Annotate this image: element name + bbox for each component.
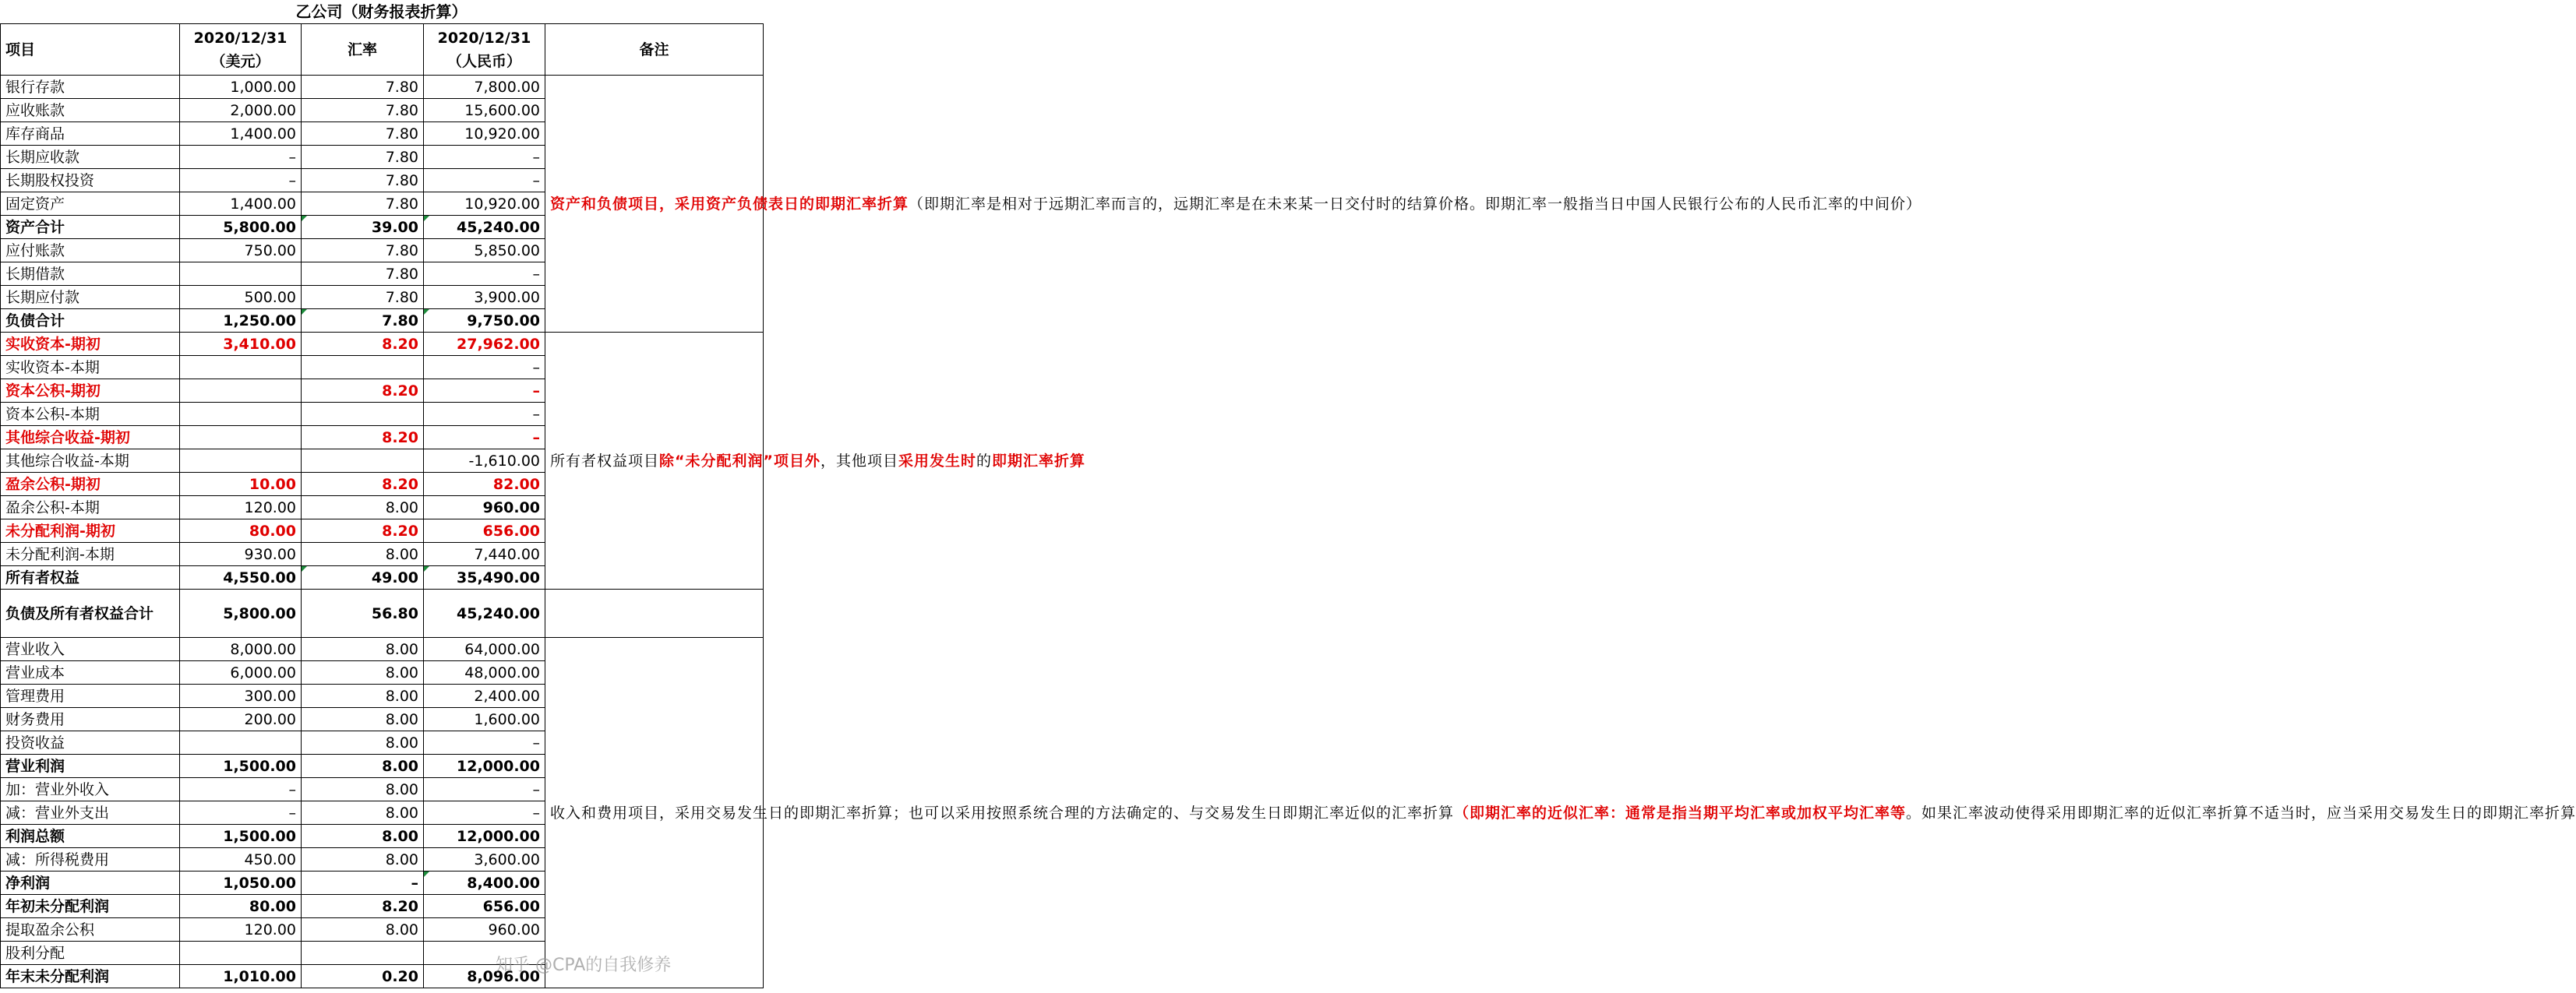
row-usd: 200.00	[180, 708, 302, 731]
row-usd: 1,500.00	[180, 755, 302, 778]
row-label: 其他综合收益-本期	[1, 449, 180, 473]
row-usd: 10.00	[180, 473, 302, 496]
row-usd	[180, 262, 302, 286]
row-label: 资本公积-期初	[1, 379, 180, 403]
row-label: 长期应收款	[1, 146, 180, 169]
note-equity-part: 即期汇率折算	[992, 452, 1086, 470]
row-rmb: 12,000.00	[424, 825, 545, 848]
row-usd: 1,010.00	[180, 965, 302, 988]
row-rate: 8.20	[302, 333, 424, 356]
row-usd: 1,250.00	[180, 309, 302, 333]
row-rate	[302, 356, 424, 379]
row-rmb: 656.00	[424, 895, 545, 918]
row-label: 营业成本	[1, 661, 180, 685]
row-usd: 80.00	[180, 519, 302, 543]
row-rmb: –	[424, 262, 545, 286]
row-label: 净利润	[1, 872, 180, 895]
row-usd: –	[180, 801, 302, 825]
row-label: 实收资本-本期	[1, 356, 180, 379]
row-rmb: 48,000.00	[424, 661, 545, 685]
header-usd-unit: （美元）	[210, 52, 270, 70]
row-usd	[180, 426, 302, 449]
row-rate: 7.80	[302, 309, 424, 333]
row-rmb: 45,240.00	[424, 590, 545, 638]
row-rmb: 15,600.00	[424, 99, 545, 122]
row-rate: 8.20	[302, 473, 424, 496]
row-label: 年初未分配利润	[1, 895, 180, 918]
row-label: 利润总额	[1, 825, 180, 848]
note-equity-part: 的	[976, 452, 993, 470]
row-usd: 120.00	[180, 496, 302, 519]
row-rmb: –	[424, 169, 545, 192]
translation-table	[0, 23, 2576, 988]
row-label: 长期股权投资	[1, 169, 180, 192]
row-label: 资产合计	[1, 216, 180, 239]
row-usd: 1,000.00	[180, 76, 302, 99]
row-label: 减：营业外支出	[1, 801, 180, 825]
row-label: 应收账款	[1, 99, 180, 122]
table-row	[1, 638, 764, 661]
row-rmb: –	[424, 146, 545, 169]
row-usd	[180, 942, 302, 965]
note-income-explain: 。如果汇率波动使得采用即期汇率的近似汇率折算不适当时，应当采用交易发生日的即期汇率折算	[1906, 804, 2576, 822]
note-assets-explain: （即期汇率是相对于远期汇率而言的，远期汇率是在未来某一日交付时的结算价格。即期汇率一般指当日中国人民银行公布的人民币汇率的中间价）	[909, 195, 1922, 213]
row-rate: 8.20	[302, 519, 424, 543]
row-rate: 8.00	[302, 543, 424, 566]
row-usd: 1,050.00	[180, 872, 302, 895]
row-rmb: 2,400.00	[424, 685, 545, 708]
note-equity-part: 采用发生时	[898, 452, 977, 470]
row-rmb: 9,750.00	[424, 309, 545, 333]
row-label: 减：所得税费用	[1, 848, 180, 872]
row-label: 年末未分配利润	[1, 965, 180, 988]
row-rate	[302, 942, 424, 965]
row-usd: 5,800.00	[180, 216, 302, 239]
row-rmb: –	[424, 801, 545, 825]
header-rmb	[424, 24, 545, 76]
row-rmb: 27,962.00	[424, 333, 545, 356]
note-equity-part: ，其他项目	[820, 452, 899, 470]
row-rmb: 960.00	[424, 918, 545, 942]
row-label: 营业利润	[1, 755, 180, 778]
row-rate: 8.00	[302, 496, 424, 519]
row-rate: 8.00	[302, 848, 424, 872]
row-rmb: –	[424, 778, 545, 801]
note-equity-part: 除“未分配利润”项目外	[659, 452, 820, 470]
header-usd-date: 2020/12/31	[193, 29, 288, 47]
row-label: 营业收入	[1, 638, 180, 661]
row-rate: 8.00	[302, 778, 424, 801]
row-label: 负债及所有者权益合计	[1, 590, 180, 638]
row-label: 库存商品	[1, 122, 180, 146]
row-rmb: 10,920.00	[424, 192, 545, 216]
row-usd: 500.00	[180, 286, 302, 309]
row-rate: 8.00	[302, 918, 424, 942]
row-rmb: –	[424, 403, 545, 426]
note-income-rule: 收入和费用项目，采用交易发生日的即期汇率折算；也可以采用按照系统合理的方法确定的、与交易发生日即期汇率近似的汇率折算	[550, 804, 1455, 822]
row-rate: 8.20	[302, 895, 424, 918]
row-rmb: 82.00	[424, 473, 545, 496]
row-label: 长期应付款	[1, 286, 180, 309]
row-rmb: 7,800.00	[424, 76, 545, 99]
row-usd: –	[180, 169, 302, 192]
row-rate: 39.00	[302, 216, 424, 239]
header-rate: 汇率	[302, 24, 424, 76]
row-usd: 8,000.00	[180, 638, 302, 661]
row-rmb: 45,240.00	[424, 216, 545, 239]
row-label: 财务费用	[1, 708, 180, 731]
row-usd: 1,400.00	[180, 122, 302, 146]
row-usd: 120.00	[180, 918, 302, 942]
row-rate: 8.20	[302, 426, 424, 449]
row-label: 负债合计	[1, 309, 180, 333]
row-rate: 7.80	[302, 286, 424, 309]
table-row	[1, 76, 764, 99]
row-label: 加：营业外收入	[1, 778, 180, 801]
row-usd	[180, 356, 302, 379]
row-rate: 8.00	[302, 638, 424, 661]
note-empty	[545, 590, 764, 638]
row-rate: 7.80	[302, 76, 424, 99]
row-rmb: 8,400.00	[424, 872, 545, 895]
note-assets-rule: 资产和负债项目，采用资产负债表日的即期汇率折算	[550, 195, 909, 213]
row-rate	[302, 403, 424, 426]
row-label: 投资收益	[1, 731, 180, 755]
row-rate: 8.00	[302, 825, 424, 848]
note-equity-part: 所有者权益项目	[550, 452, 660, 470]
row-rmb: 7,440.00	[424, 543, 545, 566]
row-rate: 7.80	[302, 192, 424, 216]
row-rmb: 12,000.00	[424, 755, 545, 778]
row-rate: 7.80	[302, 146, 424, 169]
row-usd	[180, 449, 302, 473]
row-rate: 8.00	[302, 685, 424, 708]
row-label: 提取盈余公积	[1, 918, 180, 942]
row-usd: –	[180, 146, 302, 169]
header-rmb-date: 2020/12/31	[437, 29, 531, 47]
row-rmb: 8,096.00	[424, 965, 545, 988]
row-rmb: 5,850.00	[424, 239, 545, 262]
row-rate: 8.00	[302, 661, 424, 685]
header-item: 项目	[1, 24, 180, 76]
row-label: 所有者权益	[1, 566, 180, 590]
row-rmb: 1,600.00	[424, 708, 545, 731]
row-rmb: –	[424, 356, 545, 379]
row-rmb: –	[424, 379, 545, 403]
row-usd	[180, 731, 302, 755]
row-rmb: –	[424, 731, 545, 755]
note-equity	[545, 333, 1086, 590]
row-rate	[302, 449, 424, 473]
header-rmb-unit: （人民币）	[446, 52, 521, 70]
row-rmb: 35,490.00	[424, 566, 545, 590]
row-label: 实收资本-期初	[1, 333, 180, 356]
row-usd	[180, 379, 302, 403]
row-rate: 7.80	[302, 122, 424, 146]
row-label: 未分配利润-本期	[1, 543, 180, 566]
row-usd: 2,000.00	[180, 99, 302, 122]
row-usd: 1,500.00	[180, 825, 302, 848]
note-income-approx: （即期汇率的近似汇率：通常是指当期平均汇率或加权平均汇率等	[1454, 804, 1907, 822]
row-usd: 1,400.00	[180, 192, 302, 216]
table-row	[1, 590, 764, 638]
row-rate: 56.80	[302, 590, 424, 638]
row-label: 盈余公积-期初	[1, 473, 180, 496]
row-label: 管理费用	[1, 685, 180, 708]
row-rate: 49.00	[302, 566, 424, 590]
row-rmb: 656.00	[424, 519, 545, 543]
row-rate: 8.00	[302, 801, 424, 825]
row-rate: 7.80	[302, 262, 424, 286]
row-rmb: 960.00	[424, 496, 545, 519]
watermark: 知乎 @CPA的自我修养	[496, 956, 672, 975]
note-income	[545, 638, 2576, 988]
table-row	[1, 333, 764, 356]
row-usd: 5,800.00	[180, 590, 302, 638]
row-rate: 8.00	[302, 755, 424, 778]
row-label: 盈余公积-本期	[1, 496, 180, 519]
table-body	[1, 76, 2576, 988]
row-label: 应付账款	[1, 239, 180, 262]
header-usd	[180, 24, 302, 76]
row-rate: 8.00	[302, 708, 424, 731]
row-usd: 80.00	[180, 895, 302, 918]
row-usd: 930.00	[180, 543, 302, 566]
row-rate: 7.80	[302, 169, 424, 192]
sheet-title: 乙公司（财务报表折算）	[295, 2, 468, 21]
row-usd: 4,550.00	[180, 566, 302, 590]
row-rate: 8.20	[302, 379, 424, 403]
row-rate: 8.00	[302, 731, 424, 755]
row-label: 固定资产	[1, 192, 180, 216]
row-rate: 0.20	[302, 965, 424, 988]
row-usd: 750.00	[180, 239, 302, 262]
note-assets	[545, 76, 1922, 333]
row-rmb: 3,900.00	[424, 286, 545, 309]
row-label: 银行存款	[1, 76, 180, 99]
row-usd	[180, 403, 302, 426]
row-label: 股利分配	[1, 942, 180, 965]
row-rmb: 64,000.00	[424, 638, 545, 661]
row-label: 其他综合收益-期初	[1, 426, 180, 449]
row-label: 未分配利润-期初	[1, 519, 180, 543]
row-usd: –	[180, 778, 302, 801]
row-label: 长期借款	[1, 262, 180, 286]
row-usd: 3,410.00	[180, 333, 302, 356]
row-rmb: -1,610.00	[424, 449, 545, 473]
row-usd: 6,000.00	[180, 661, 302, 685]
row-rate: 7.80	[302, 99, 424, 122]
row-rmb: 3,600.00	[424, 848, 545, 872]
row-usd: 300.00	[180, 685, 302, 708]
row-label: 资本公积-本期	[1, 403, 180, 426]
row-rate: –	[302, 872, 424, 895]
row-rmb: –	[424, 426, 545, 449]
header-note: 备注	[545, 24, 764, 76]
row-usd: 450.00	[180, 848, 302, 872]
row-rate: 7.80	[302, 239, 424, 262]
row-rmb: 10,920.00	[424, 122, 545, 146]
